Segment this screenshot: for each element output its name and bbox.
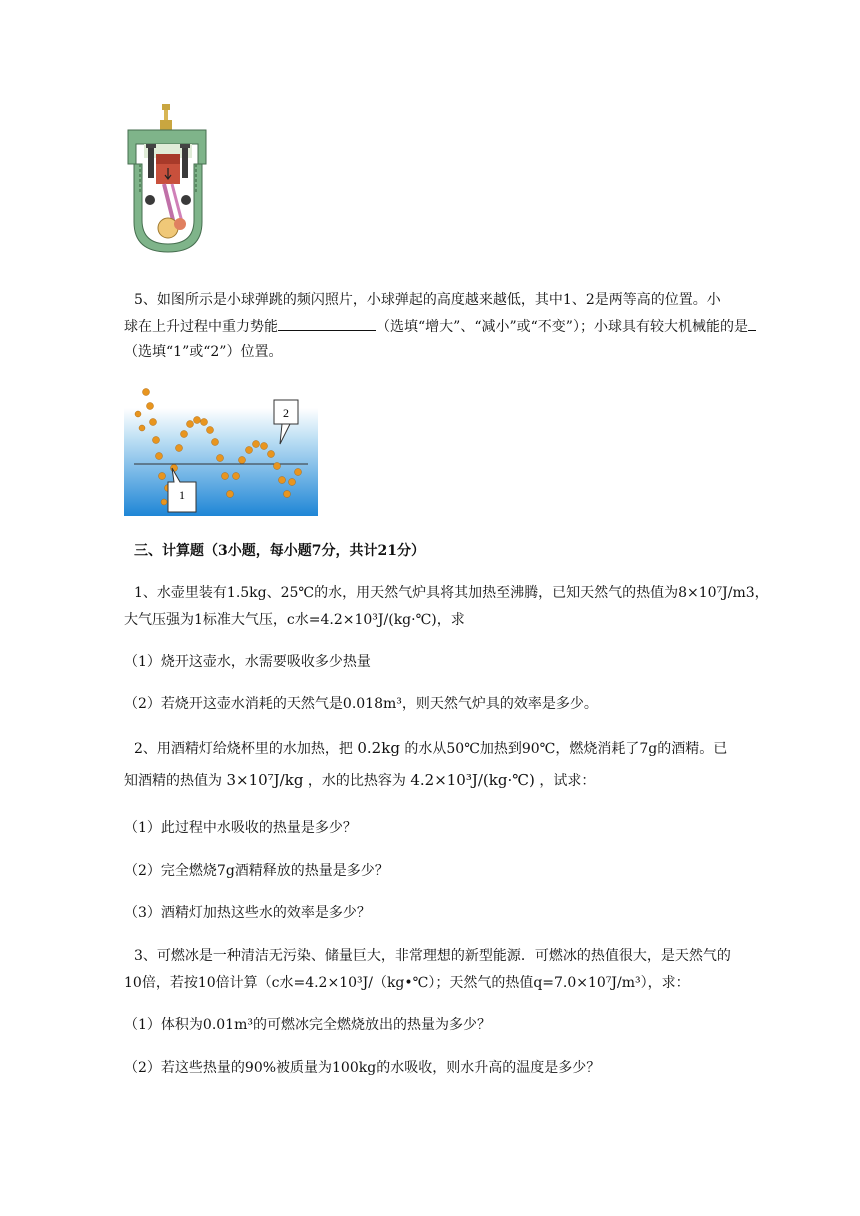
- q5-line-2: [124, 316, 804, 337]
- c2-line-1: [134, 738, 814, 759]
- answer-blank-2[interactable]: [748, 316, 756, 331]
- c1-question-2: （2）若烧开这壶水消耗的天然气是0.018m³，则天然气炉具的效率是多少。: [124, 696, 598, 712]
- c1-line-2: 大气压强为1标准大气压，c水=4.2×10³J/(kg·℃)，求: [124, 612, 465, 628]
- q5-line-2-part-b: （选填“增大”、“减小”或“不变”）；小球具有较大机械能的是: [376, 319, 748, 335]
- c3-line-1: 3、可燃冰是一种清洁无污染、储量巨大，非常理想的新型能源．可燃冰的热值很大，是天然气的: [134, 948, 731, 964]
- q5-line-2-part-a: 球在上升过程中重力势能: [124, 319, 278, 335]
- c2-line-2: [124, 770, 804, 791]
- c2-question-1: （1）此过程中水吸收的热量是多少？: [124, 820, 357, 836]
- q5-line-1: 5、如图所示是小球弹跳的频闪照片，小球弹起的高度越来越低，其中1、2是两等高的位置。小: [134, 292, 721, 308]
- c2-question-3: （3）酒精灯加热这些水的效率是多少？: [124, 905, 371, 921]
- bouncing-ball-figure: [124, 384, 318, 516]
- c3-question-2: （2）若这些热量的90%被质量为100kg的水吸收，则水升高的温度是多少？: [124, 1060, 601, 1076]
- c1-line-1: 1、水壶里装有1.5kg、25℃的水，用天然气炉具将其加热至沸腾，已知天然气的热值为8×10⁷J/m3，: [134, 585, 769, 601]
- c2-water-specific-heat: 4.2×10³J/(kg·℃): [410, 771, 535, 789]
- engine-cylinder-figure: [124, 104, 214, 256]
- c1-question-1: （1）烧开这壶水，水需要吸收多少热量: [124, 654, 371, 670]
- c2-mass-value: 0.2kg: [357, 739, 400, 757]
- c2-line-1-a: 2、用酒精灯给烧杯里的水加热，把: [134, 741, 353, 757]
- answer-blank-1[interactable]: [278, 316, 376, 331]
- c2-question-2: （2）完全燃烧7g酒精释放的热量是多少？: [124, 863, 389, 879]
- c3-line-2: 10倍，若按10倍计算（c水=4.2×10³J/（kg•℃）；天然气的热值q=7.0×10⁷J/m³），求：: [124, 975, 690, 991]
- c2-line-2-c: ，试求：: [539, 773, 596, 789]
- c3-question-1: （1）体积为0.01m³的可燃冰完全燃烧放出的热量为多少？: [124, 1017, 491, 1033]
- section-3-heading: 三、计算题（3小题，每小题7分，共计21分）: [134, 543, 425, 559]
- figure-label-1: 1: [179, 488, 185, 502]
- c2-line-2-a: 知酒精的热值为: [124, 773, 222, 789]
- q5-line-3: （选填“1”或“2”）位置。: [124, 344, 283, 360]
- c2-line-1-b: 的水从50℃加热到90℃，燃烧消耗了7g的酒精。已: [404, 741, 728, 757]
- c2-alcohol-heat-value: 3×10⁷J/kg: [226, 771, 304, 789]
- c2-line-2-b: ，水的比热容为: [307, 773, 406, 789]
- figure-label-2: 2: [283, 406, 289, 420]
